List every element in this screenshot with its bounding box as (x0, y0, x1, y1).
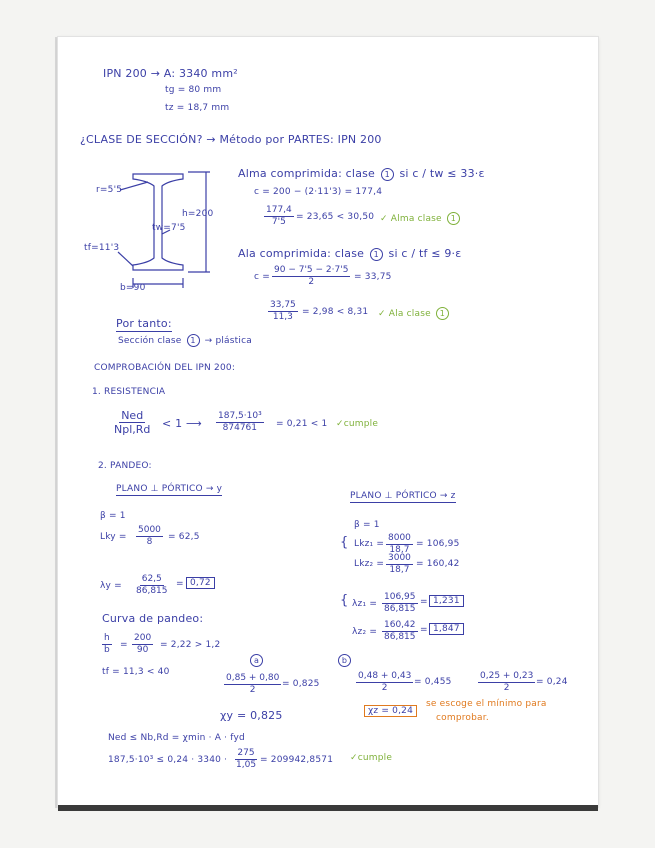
header-line-3: tz = 18,7 mm (165, 103, 230, 113)
plano-z-title-text: PLANO ⊥ PÓRTICO → z (350, 491, 456, 501)
lkz2-fraction (386, 553, 413, 576)
flange-ratio-result: = 2,98 < 8,31 (302, 307, 369, 317)
hb-eq: = (120, 640, 128, 650)
final-calc-prefix: 187,5·10³ ≤ 0,24 · 3340 · (108, 755, 228, 765)
web-title (238, 167, 485, 181)
plano-y-title-text: PLANO ⊥ PÓRTICO → y (116, 484, 223, 494)
lkz2-label: Lkz₂ = (354, 559, 385, 569)
diagram-b-label: b=90 (120, 283, 146, 293)
flange-title (238, 247, 461, 261)
note-line-2: comprobar. (436, 713, 489, 723)
lambda-z-brace: { (340, 593, 349, 608)
lz1-result: 1,231 (429, 595, 464, 607)
header-line-1: IPN 200 → A: 3340 mm² (103, 67, 238, 80)
resistencia-ineq: < 1 ⟶ (162, 417, 202, 430)
lambda-y-den: 86,815 (136, 586, 168, 596)
conclusion-text: Sección clase (118, 336, 182, 346)
web-condition: si c / tw ≤ 33·ε (399, 167, 485, 180)
conclusion-label (116, 317, 172, 330)
tf-line: tf = 11,3 < 40 (102, 667, 170, 677)
plano-y-title (116, 484, 222, 494)
lky-result: = 62,5 (168, 532, 200, 542)
lkz1-result: = 106,95 (416, 539, 460, 549)
chi-b1-den: 2 (381, 683, 388, 693)
diagram-r-label: r=5'5 (96, 185, 123, 195)
conclusion-result: → plástica (204, 336, 252, 346)
flange-class-circle: 1 (370, 248, 383, 261)
lz1-fraction (382, 592, 418, 615)
lky-fraction (136, 525, 163, 548)
section-question: ¿CLASE DE SECCIÓN? → Método por PARTES: IPN 200 (80, 133, 382, 146)
plano-z-brace: { (340, 535, 349, 550)
hb-val-den: 90 (136, 645, 149, 655)
hb-val-num: 200 (134, 633, 152, 643)
flange-c-num: 90 − 7'5 − 2·7'5 (274, 265, 349, 275)
lz2-eq: = (420, 625, 428, 635)
flange-ratio-fraction (268, 300, 298, 323)
lkz1-num: 8000 (388, 533, 411, 543)
resistencia-calc-fraction (216, 411, 264, 434)
lambda-y-eq: = (176, 579, 184, 589)
lz2-fraction (382, 620, 418, 643)
chi-y: χy = 0,825 (220, 709, 283, 722)
chi-b1-num: 0,48 + 0,43 (358, 671, 412, 681)
scanned-page (58, 37, 598, 807)
hb-den: b (104, 645, 110, 655)
lky-label: Lky = (100, 532, 127, 542)
web-c-calc: c = 200 − (2·11'3) = 177,4 (254, 187, 383, 197)
note-line-1: se escoge el mínimo para (426, 699, 547, 709)
final-inequality: Ned ≤ Nb,Rd = χmin · A · fyd (108, 733, 245, 743)
lambda-y-fraction (134, 574, 170, 597)
web-ratio-den: 7'5 (271, 217, 286, 227)
web-title-text: Alma comprimida: clase (238, 167, 376, 180)
diagram-h-label: h=200 (182, 209, 214, 219)
final-result: = 209942,8571 (260, 755, 334, 765)
resistencia-fraction (112, 409, 152, 436)
resistencia-title: 1. RESISTENCIA (92, 387, 166, 397)
lambda-y-num: 62,5 (141, 574, 162, 584)
chi-b1-result: = 0,455 (414, 677, 452, 687)
curve-a-marker (248, 654, 265, 667)
lkz2-den: 18,7 (389, 565, 410, 575)
flange-c-den: 2 (308, 277, 315, 287)
lz2-label: λz₂ = (352, 627, 378, 637)
lkz2-num: 3000 (388, 553, 411, 563)
chi-a-num: 0,85 + 0,80 (226, 673, 280, 683)
conclusion-class: 1 (187, 334, 200, 347)
flange-c-fraction (272, 265, 350, 288)
lz1-num: 106,95 (384, 592, 416, 602)
resistencia-den: 874761 (222, 423, 258, 433)
flange-c-label: c = (254, 272, 270, 282)
lkz1-label: Lkz₁ = (354, 539, 385, 549)
lz2-result: 1,847 (429, 623, 464, 635)
web-ratio-fraction (264, 205, 294, 228)
plano-z-title (350, 491, 456, 501)
plano-y-beta: β = 1 (100, 511, 126, 521)
chi-a-result: = 0,825 (282, 679, 320, 689)
lz1-label: λz₁ = (352, 599, 378, 609)
web-check-class: 1 (447, 212, 460, 225)
lkz2-result: = 160,42 (416, 559, 460, 569)
lky-den: 8 (146, 537, 153, 547)
chi-b1-fraction (356, 671, 413, 694)
flange-check-text: ✓ Ala clase (378, 309, 431, 319)
lambda-y-result: 0,72 (186, 577, 215, 589)
curve-b-circle: b (338, 654, 351, 667)
lz1-eq: = (420, 597, 428, 607)
flange-check-class: 1 (436, 307, 449, 320)
resistencia-check: ✓cumple (336, 419, 379, 429)
hb-num: h (104, 633, 110, 643)
flange-condition: si c / tf ≤ 9·ε (388, 247, 462, 260)
curva-title: Curva de pandeo: (102, 612, 204, 625)
resistencia-npl: Npl,Rd (114, 423, 151, 436)
diagram-tf-label: tf=11'3 (84, 243, 120, 253)
lz1-den: 86,815 (384, 604, 416, 614)
flange-ratio-den: 11,3 (272, 312, 293, 322)
web-ratio-result: = 23,65 < 30,50 (296, 212, 375, 222)
lambda-y-label: λy = (100, 581, 122, 591)
diagram-tw-label: tw=7'5 (152, 223, 186, 233)
flange-check (378, 307, 451, 320)
chi-b2-result: = 0,24 (536, 677, 568, 687)
chi-b2-num: 0,25 + 0,23 (480, 671, 534, 681)
curve-b-marker (336, 654, 353, 667)
final-num: 275 (237, 748, 255, 758)
resistencia-num: 187,5·10³ (218, 411, 262, 421)
chi-b2-den: 2 (503, 683, 510, 693)
lz2-den: 86,815 (384, 632, 416, 642)
lkz1-den: 18,7 (389, 545, 410, 555)
header-line-2: tg = 80 mm (165, 85, 222, 95)
final-check: ✓cumple (350, 753, 393, 763)
hb-result: = 2,22 > 1,2 (160, 640, 221, 650)
curve-a-circle: a (250, 654, 263, 667)
hb-fraction (102, 633, 112, 656)
plano-z-beta: β = 1 (354, 520, 380, 530)
page-edge-bottom (58, 805, 598, 811)
comprobacion-title: COMPROBACIÓN DEL IPN 200: (94, 363, 236, 373)
flange-title-text: Ala comprimida: clase (238, 247, 365, 260)
web-check-text: ✓ Alma clase (380, 214, 442, 224)
resistencia-ned: Ned (121, 409, 144, 422)
flange-ratio-num: 33,75 (270, 300, 296, 310)
final-fraction (234, 748, 258, 771)
web-class-circle: 1 (381, 168, 394, 181)
chi-a-den: 2 (249, 685, 256, 695)
lky-num: 5000 (138, 525, 161, 535)
pandeo-title: 2. PANDEO: (98, 461, 152, 471)
hb-value-fraction (132, 633, 153, 656)
chi-z-boxed: χz = 0,24 (364, 705, 417, 717)
lz2-num: 160,42 (384, 620, 416, 630)
resistencia-result: = 0,21 < 1 (276, 419, 328, 429)
flange-c-result: = 33,75 (354, 272, 392, 282)
conclusion-line (118, 334, 252, 347)
final-den: 1,05 (236, 760, 257, 770)
chi-a-fraction (224, 673, 281, 696)
web-check (380, 212, 462, 225)
por-tanto: Por tanto: (116, 317, 172, 330)
chi-b2-fraction (478, 671, 535, 694)
web-ratio-num: 177,4 (266, 205, 292, 215)
